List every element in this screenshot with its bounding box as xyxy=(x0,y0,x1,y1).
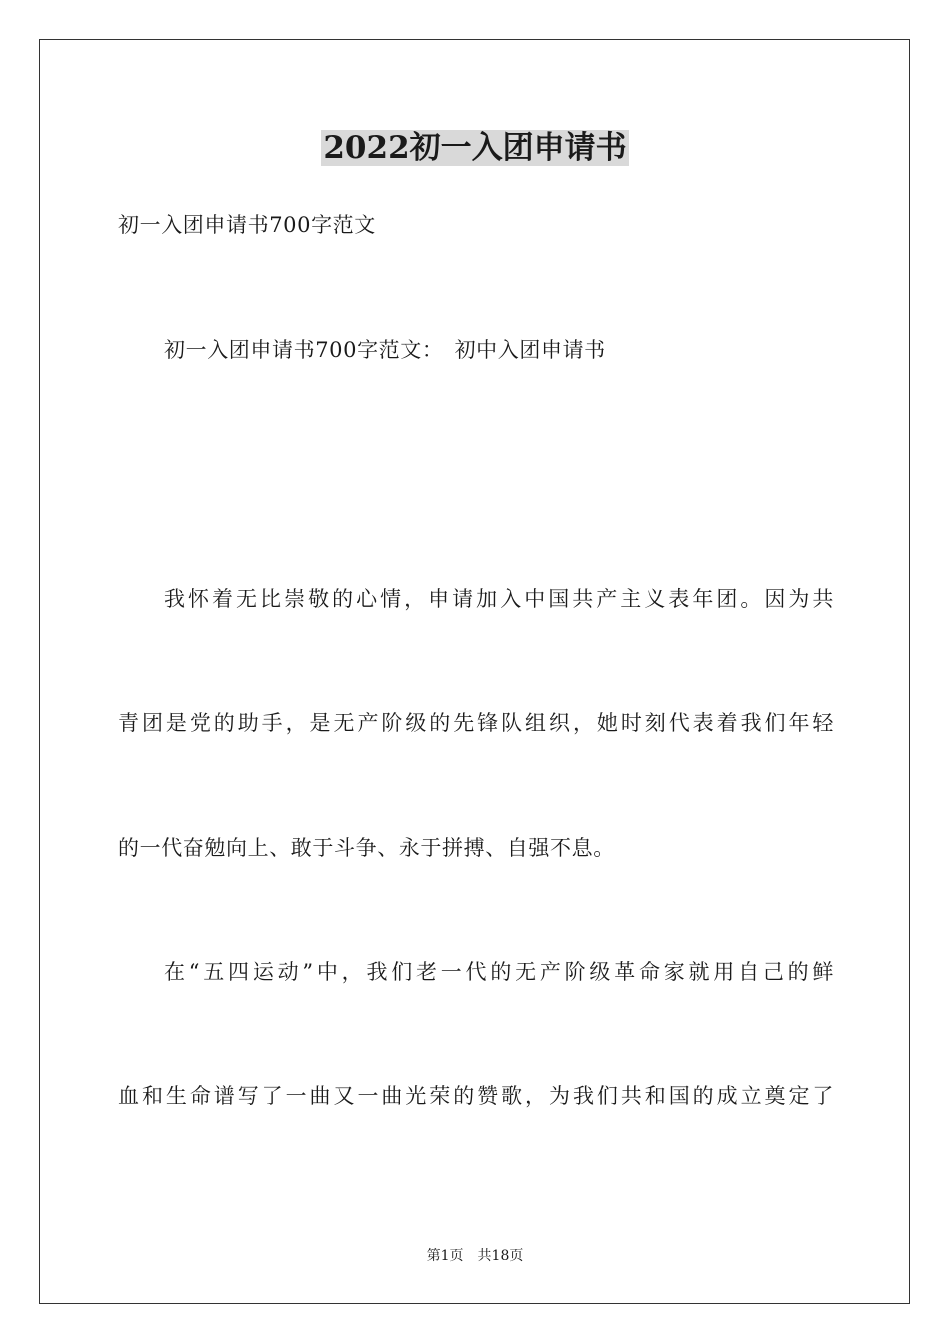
page-total: 共18页 xyxy=(477,1248,524,1264)
document-subtitle: 初一入团申请书700字范文 xyxy=(118,213,376,237)
heading-line: 初一入团申请书700字范文： 初中入团申请书 xyxy=(164,338,606,362)
paragraph-1-line-3: 的一代奋勉向上、敢于斗争、永于拼搏、自强不息。 xyxy=(118,836,615,860)
page-number: 第1页 xyxy=(426,1248,464,1264)
paragraph-1-line-1: 我怀着无比崇敬的心情，申请加入中国共产主义表年团。因为共 xyxy=(164,587,834,611)
paragraph-2-line-2: 血和生命谱写了一曲又一曲光荣的赞歌，为我们共和国的成立奠定了 xyxy=(118,1084,834,1108)
page-footer xyxy=(0,1247,950,1265)
paragraph-1-line-2: 青团是党的助手，是无产阶级的先锋队组织，她时刻代表着我们年轻 xyxy=(118,711,834,735)
document-title xyxy=(0,128,950,168)
paragraph-2-line-1: 在“五四运动”中，我们老一代的无产阶级革命家就用自己的鲜 xyxy=(164,960,834,984)
document-title-text: 2022初一入团申请书 xyxy=(323,130,627,166)
